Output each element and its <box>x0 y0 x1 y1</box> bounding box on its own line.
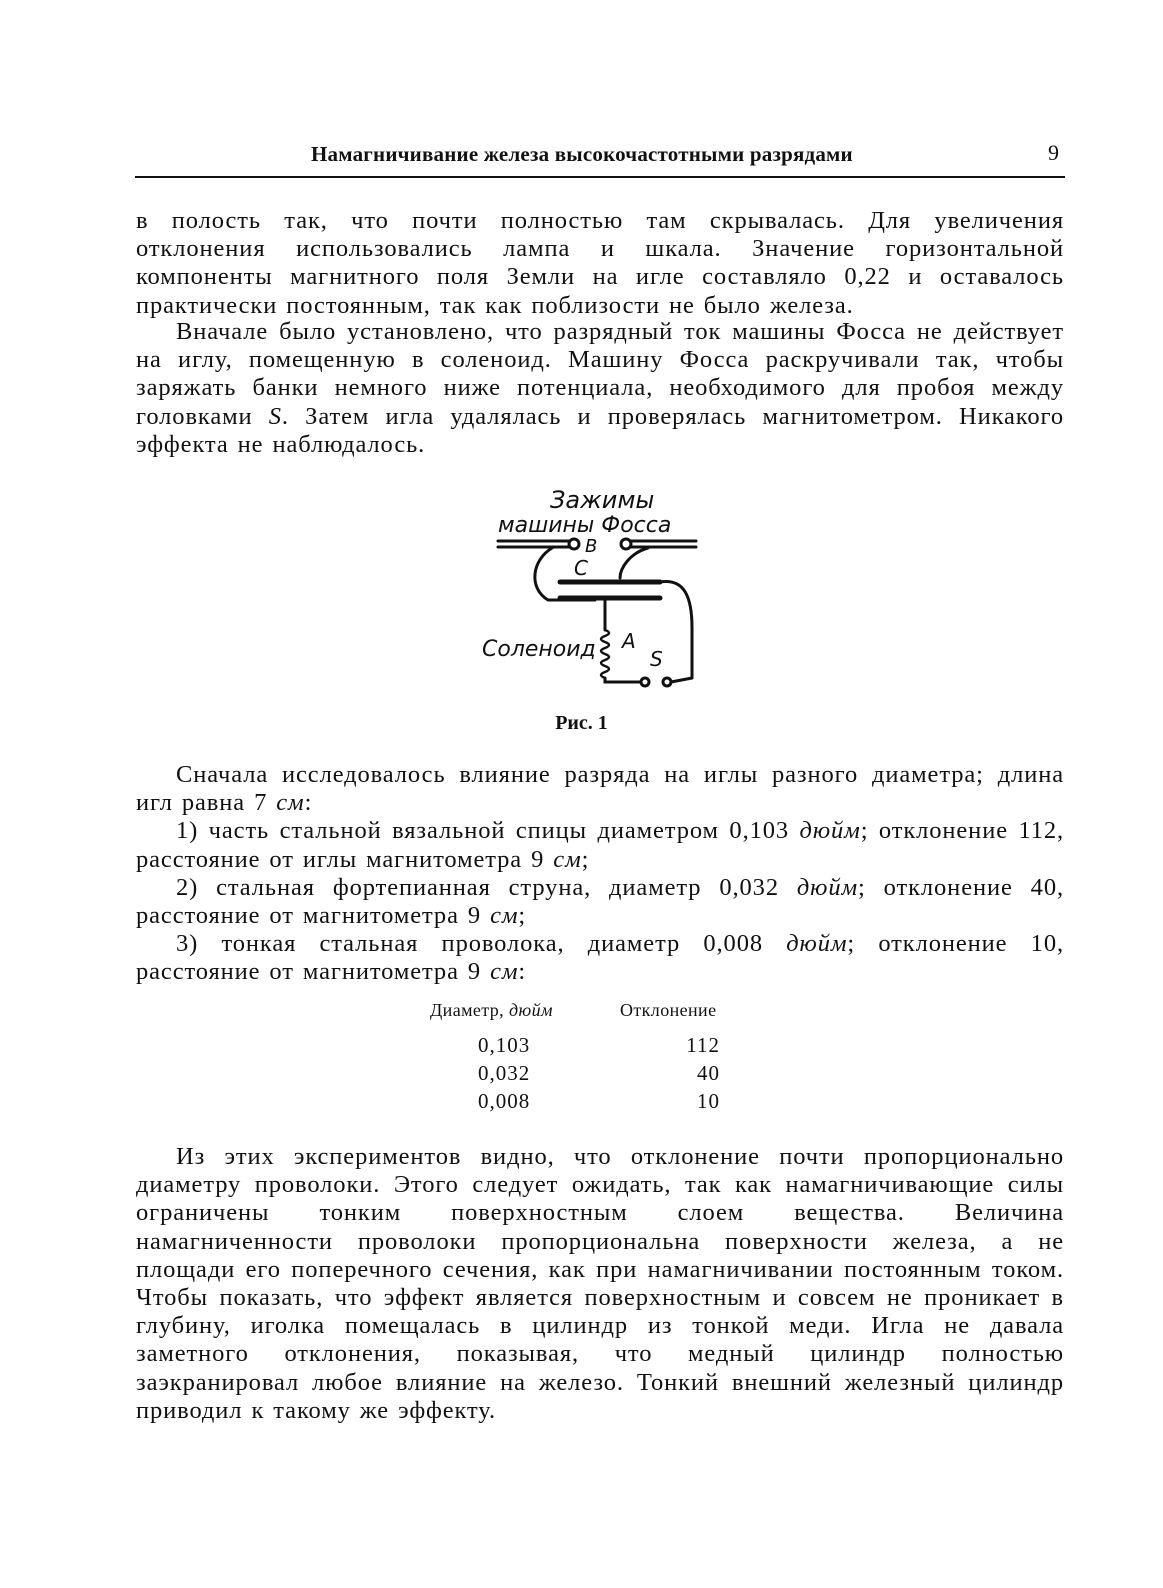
paragraph-block-3 <box>136 761 1064 987</box>
fig-label-b: B <box>585 536 598 557</box>
list-item-3-punct: : <box>518 958 527 986</box>
fig-label-s: S <box>650 647 663 671</box>
list-item-3 <box>136 930 1064 986</box>
list-item-1-punct: ; <box>581 845 590 873</box>
paragraph-block-4 <box>136 1143 1064 1425</box>
list-item-1-text-b: ; отклонение 112, расстояние от иглы магнитометра 9 <box>136 817 1065 873</box>
cell-diameter: 0,103 <box>478 1033 531 1057</box>
header-diameter-unit: дюйм <box>508 1000 553 1020</box>
paragraph-1: в полость так, что почти полностью там скрывалась. Для увеличения отклонения использовались лампа и шкала. Значение горизонтальной компоненты магнитного поля Земли на игле составляло 0,22 и оставалось практически постоянным, так как поблизости не было железа. <box>136 207 1064 319</box>
circuit-diagram <box>470 478 720 703</box>
table-row <box>430 1031 740 1059</box>
list-item-2-punct: ; <box>518 902 527 930</box>
list-item-2-text-a: 2) стальная фортепианная струна, диаметр 0,032 <box>176 873 779 901</box>
header-deflection: Отклонение <box>620 1000 717 1020</box>
header-diameter <box>430 1000 620 1031</box>
list-item-3-text-b: ; отклонение 10, расстояние от магнитометра 9 <box>136 930 1065 986</box>
figure-1-circuit-diagram <box>470 478 720 703</box>
list-item-1-text-a: 1) часть стальной вязальной спицы диаметром 0,103 <box>176 817 790 845</box>
list-item-1 <box>136 817 1064 873</box>
header-diameter-label: Диаметр, <box>430 1000 505 1020</box>
paragraph-3-colon: : <box>304 789 313 817</box>
unit-cm: см <box>276 789 305 817</box>
running-title: Намагничивание железа высокочастотными разрядами <box>311 142 853 166</box>
page-number: 9 <box>1048 140 1059 165</box>
paragraph-3-text: Сначала исследовалось влияние разряда на иглы разного диаметра; длина игл равна 7 <box>136 761 1064 817</box>
spark-gap-return-wire <box>671 678 692 682</box>
list-item-2 <box>136 874 1064 930</box>
fig-label-c: C <box>574 556 588 580</box>
paragraph-continuation <box>136 207 1064 320</box>
symbol-s: S <box>268 402 282 430</box>
list-item-2-text-b: ; отклонение 40, расстояние от магнитометра 9 <box>136 873 1064 930</box>
table-row <box>430 1087 740 1115</box>
unit-cm: см <box>553 845 582 873</box>
fig-label-clamps: Зажимы <box>550 486 655 514</box>
unit-cm: см <box>490 902 519 930</box>
cell-deflection: 40 <box>697 1061 720 1085</box>
cell-deflection: 112 <box>686 1033 720 1057</box>
fig-label-solenoid: Соленоид <box>482 637 596 662</box>
right-lead-wire <box>620 548 648 578</box>
list-item-3-text-a: 3) тонкая стальная проволока, диаметр 0,008 <box>176 930 763 958</box>
solenoid-coil <box>601 630 609 678</box>
paragraph-2 <box>136 318 1064 459</box>
unit-inch: дюйм <box>799 817 861 845</box>
deflection-table <box>430 1000 740 1115</box>
cell-deflection: 10 <box>697 1089 720 1113</box>
figure-caption: Рис. 1 <box>555 712 608 734</box>
table-row <box>430 1059 740 1087</box>
unit-inch: дюйм <box>786 930 848 958</box>
right-loop-wire <box>660 581 692 678</box>
running-head <box>135 140 1065 178</box>
fig-label-a: A <box>622 629 636 653</box>
cell-diameter: 0,008 <box>478 1089 531 1113</box>
paragraph-3 <box>136 761 1064 817</box>
paragraph-block-2 <box>136 318 1064 459</box>
table-header-row <box>430 1000 740 1031</box>
unit-cm: см <box>490 958 519 986</box>
fig-label-machine: машины Фосса <box>498 513 672 538</box>
paragraph-4: Из этих экспериментов видно, что отклонение почти пропорционально диаметру проволоки. Этого следует ожидать, так как намагничивающие силы ограничены тонким поверхностным слоем вещества. Величина намагниченности проволоки пропорциональна поверхности железа, а не площади его поперечного сечения, как при намагничивании постоянным током. Чтобы показать, что эффект является поверхностным и совсем не проникает в глубину, иголка помещалась в цилиндр из тонкой меди. Игла не давала заметного отклонения, показывая, что медный цилиндр полностью заэкранировал любое влияние на железо. Тонкий внешний железный цилиндр приводил к такому же эффекту. <box>136 1143 1064 1424</box>
cell-diameter: 0,032 <box>478 1061 531 1085</box>
unit-inch: дюйм <box>796 873 859 901</box>
paragraph-2-part-a: Вначале было установлено, что разрядный ток машины Фосса не действует на иглу, помещенную в соленоид. Машину Фосса раскручивали так, чтобы заряжать банки немного ниже потенциала, необходимого для пробоя между головками <box>136 318 1064 430</box>
solenoid-to-gap-wire <box>605 678 640 682</box>
paragraph-2-part-b: . Затем игла удалялась и проверялась магнитометром. Никакого эффекта не наблюдалось. <box>136 402 1064 458</box>
left-terminal-ball <box>569 539 579 549</box>
spark-gap-left-ball <box>641 678 649 686</box>
